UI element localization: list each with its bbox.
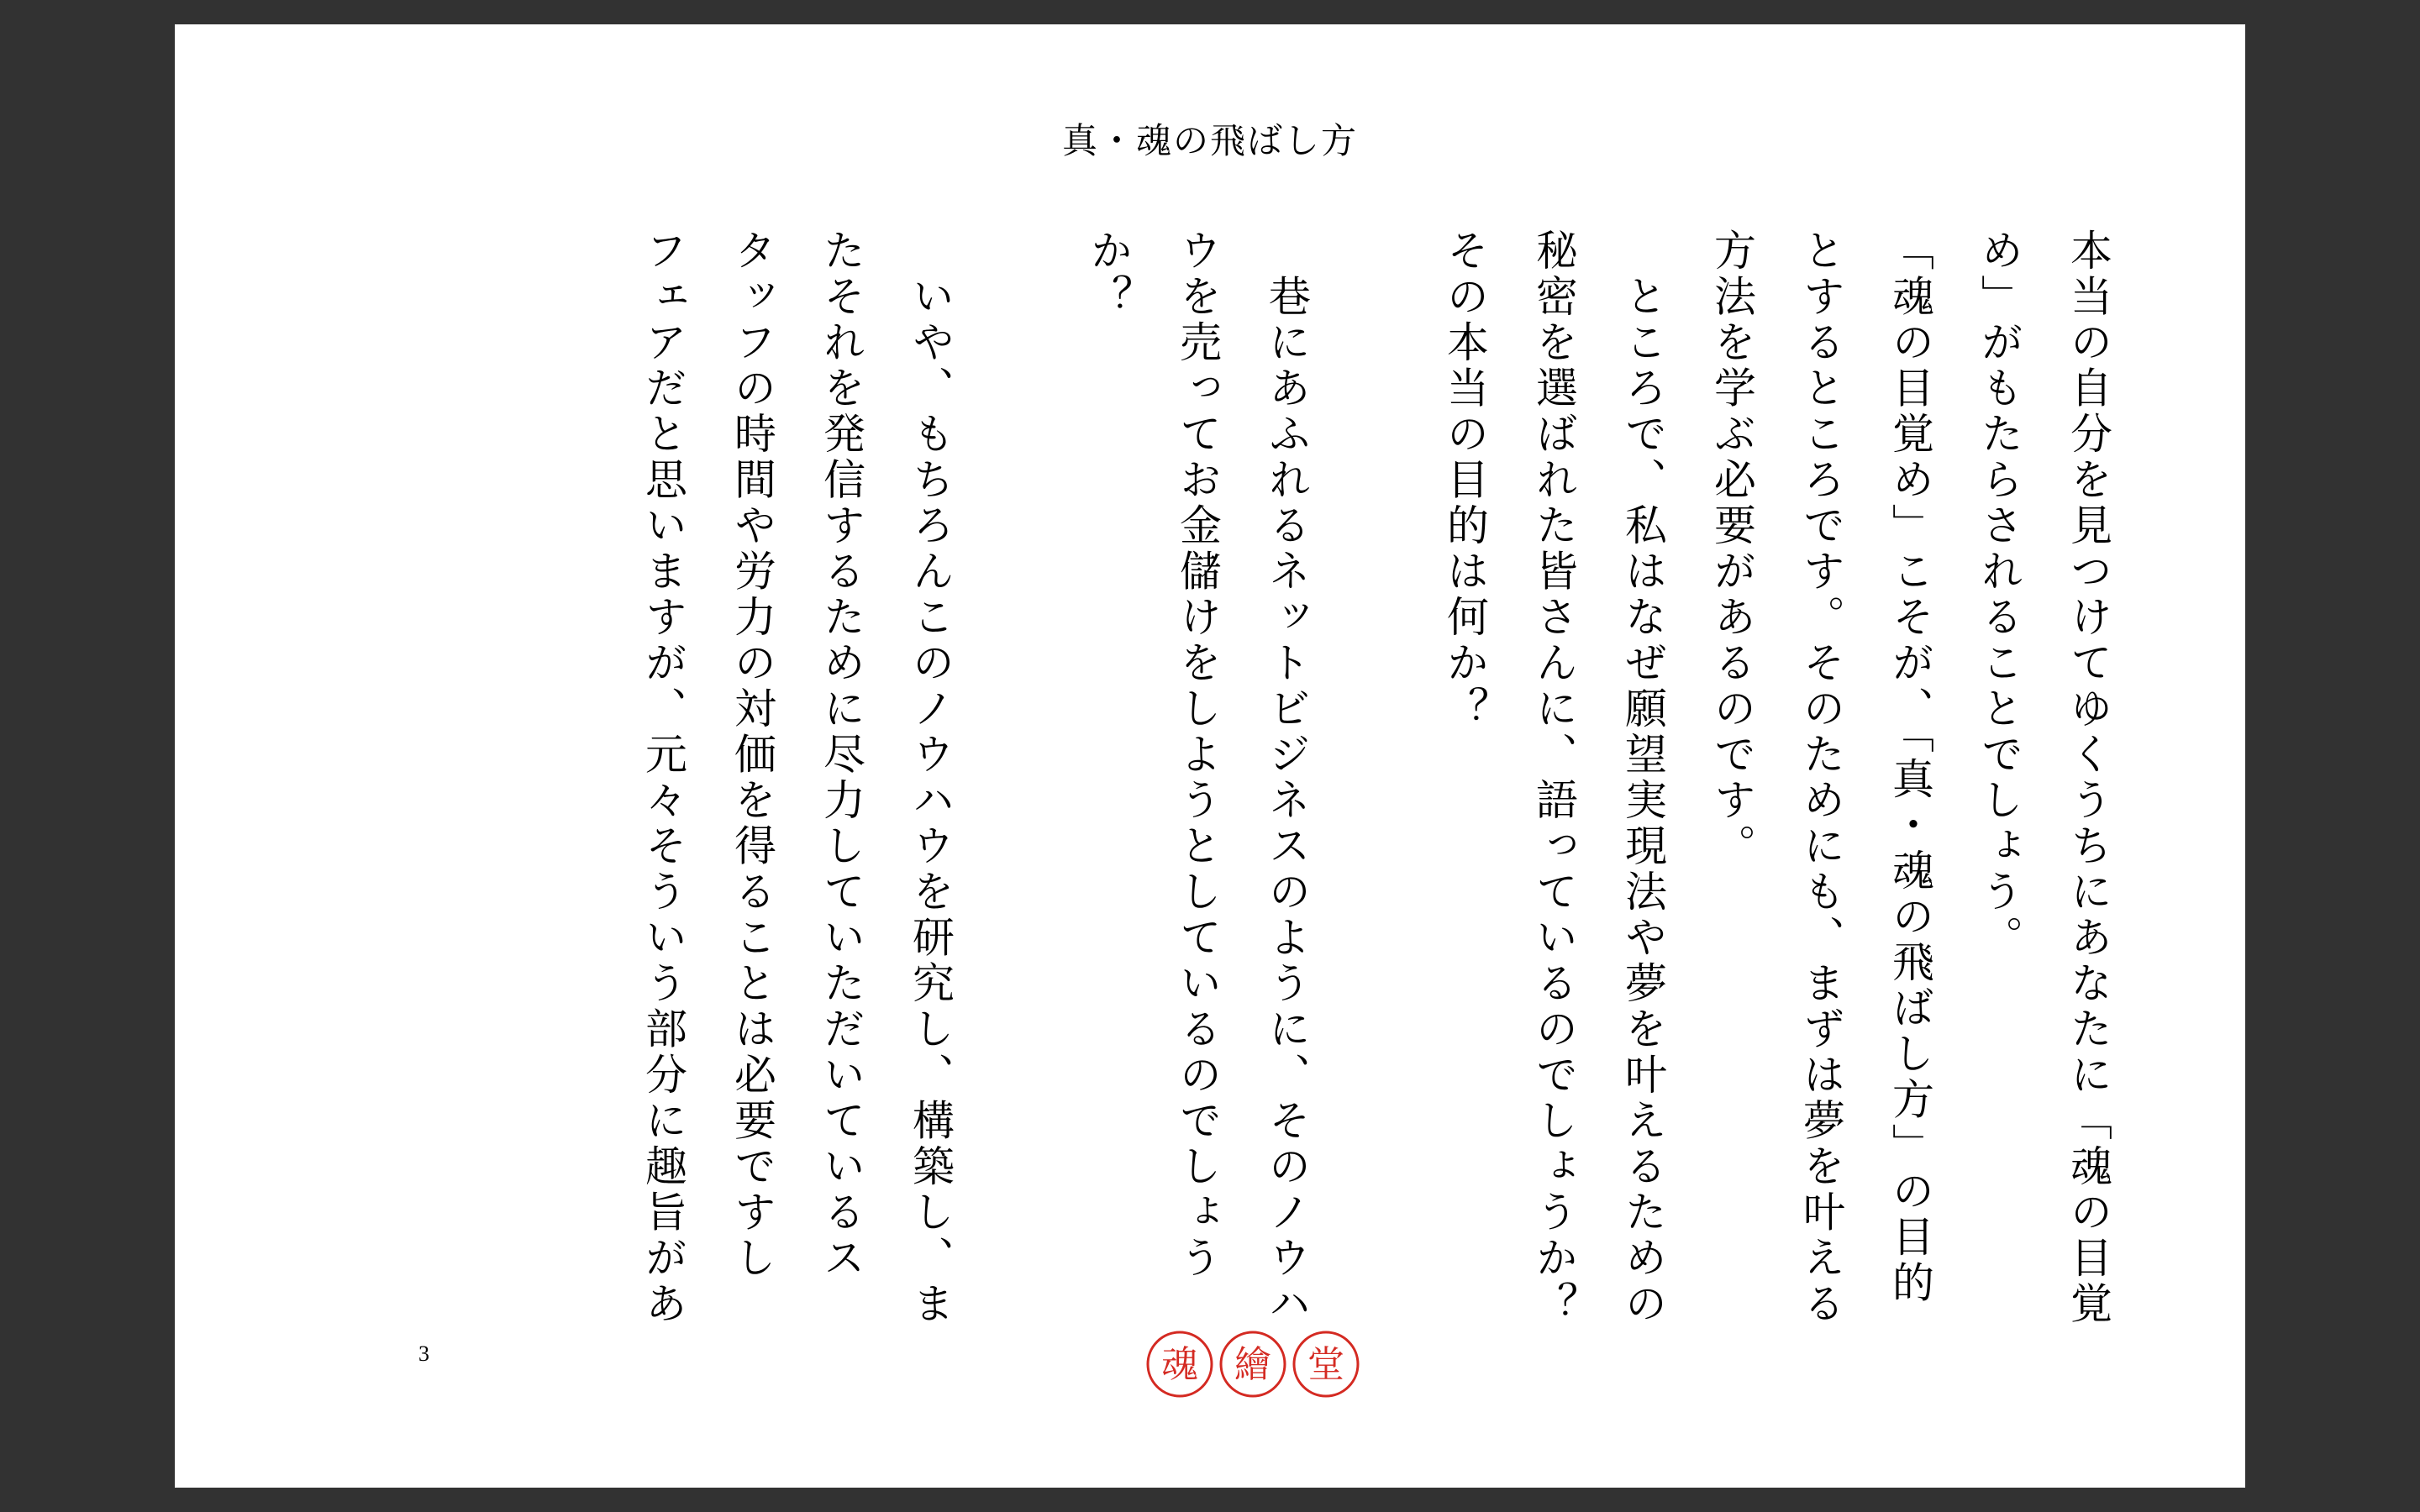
document-page <box>175 24 2245 1488</box>
seal-stamp-2 <box>1221 1332 1285 1396</box>
paragraph-1: 本当の自分を見つけてゆくうちにあなたに「魂の目覚 め」がもたらされることでしょう。 <box>1975 228 2112 1327</box>
paragraph-2: 「魂の目覚め」こそが、「真・魂の飛ばし方」の目的 とするところです。そのためにも、まずは夢を叶える 方法を学ぶ必要があるのです。 <box>1707 228 1934 1327</box>
paragraph-4: 巷にあふれるネットビジネスのように、そのノウハ ウを売ってお金儲けをしようとしているのでしょう か？ <box>1084 228 1311 1327</box>
paragraph-5: いや、もちろんこのノウハウを研究し、構築し、ま たそれを発信するために尽力していただいているス タッフの時間や労力の対価を得ることは必要ですし フェアだと思いますが、元々そういう部分に趣旨があ <box>639 228 955 1327</box>
page-number: 3 <box>418 1341 429 1366</box>
seal-stamp-3 <box>1294 1332 1358 1396</box>
svg-text:堂: 堂 <box>1307 1343 1344 1386</box>
svg-text:繪: 繪 <box>1234 1343 1271 1386</box>
svg-text:魂: 魂 <box>1161 1343 1198 1386</box>
vertical-body-text <box>460 228 2133 1337</box>
seal-stamp-1 <box>1148 1332 1212 1396</box>
page-title: 真・魂の飛ばし方 <box>1061 120 1358 161</box>
paragraph-3: ところで、私はなぜ願望実現法や夢を叶えるための 秘密を選ばれた皆さんに、語っているのでしょうか？ その本当の目的は何か？ <box>1440 228 1667 1327</box>
publisher-seal-logo <box>1144 1326 1362 1402</box>
